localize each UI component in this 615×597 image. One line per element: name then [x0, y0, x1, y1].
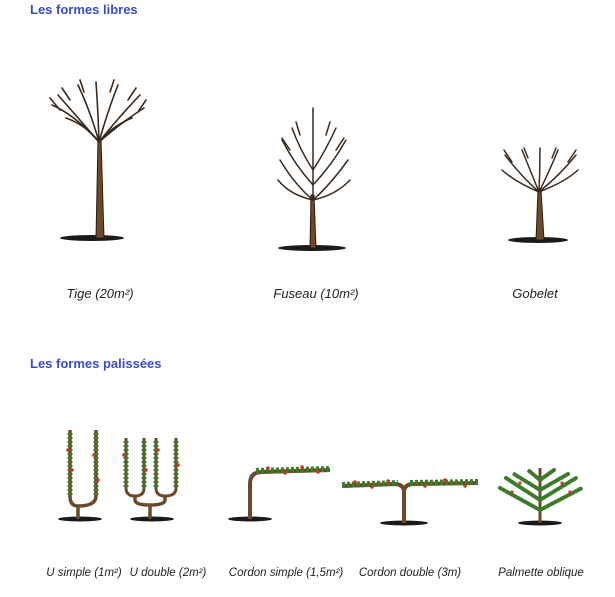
gobelet-tree-icon [502, 148, 578, 243]
caption-cordon-double: Cordon double (3m) [358, 567, 462, 579]
u-double-tree-icon [122, 438, 180, 522]
u-simple-tree-icon [58, 430, 102, 522]
tige-tree-icon [50, 80, 146, 241]
caption-u-double: U double (2m²) [129, 567, 207, 579]
section-title-formes-palissees: Les formes palissées [30, 356, 162, 371]
caption-gobelet: Gobelet [512, 286, 558, 301]
palmette-oblique-tree-icon [500, 468, 582, 526]
cordon-double-tree-icon [342, 478, 478, 525]
caption-fuseau: Fuseau (10m²) [273, 286, 359, 301]
caption-palmette-oblique: Palmette oblique [498, 567, 584, 579]
caption-tige: Tige (20m²) [66, 286, 134, 301]
caption-cordon-simple: Cordon simple (1,5m²) [228, 567, 344, 579]
section-title-formes-libres: Les formes libres [30, 2, 138, 17]
cordon-simple-tree-icon [228, 465, 330, 521]
caption-u-simple: U simple (1m²) [46, 567, 122, 579]
fuseau-tree-icon [278, 108, 350, 251]
